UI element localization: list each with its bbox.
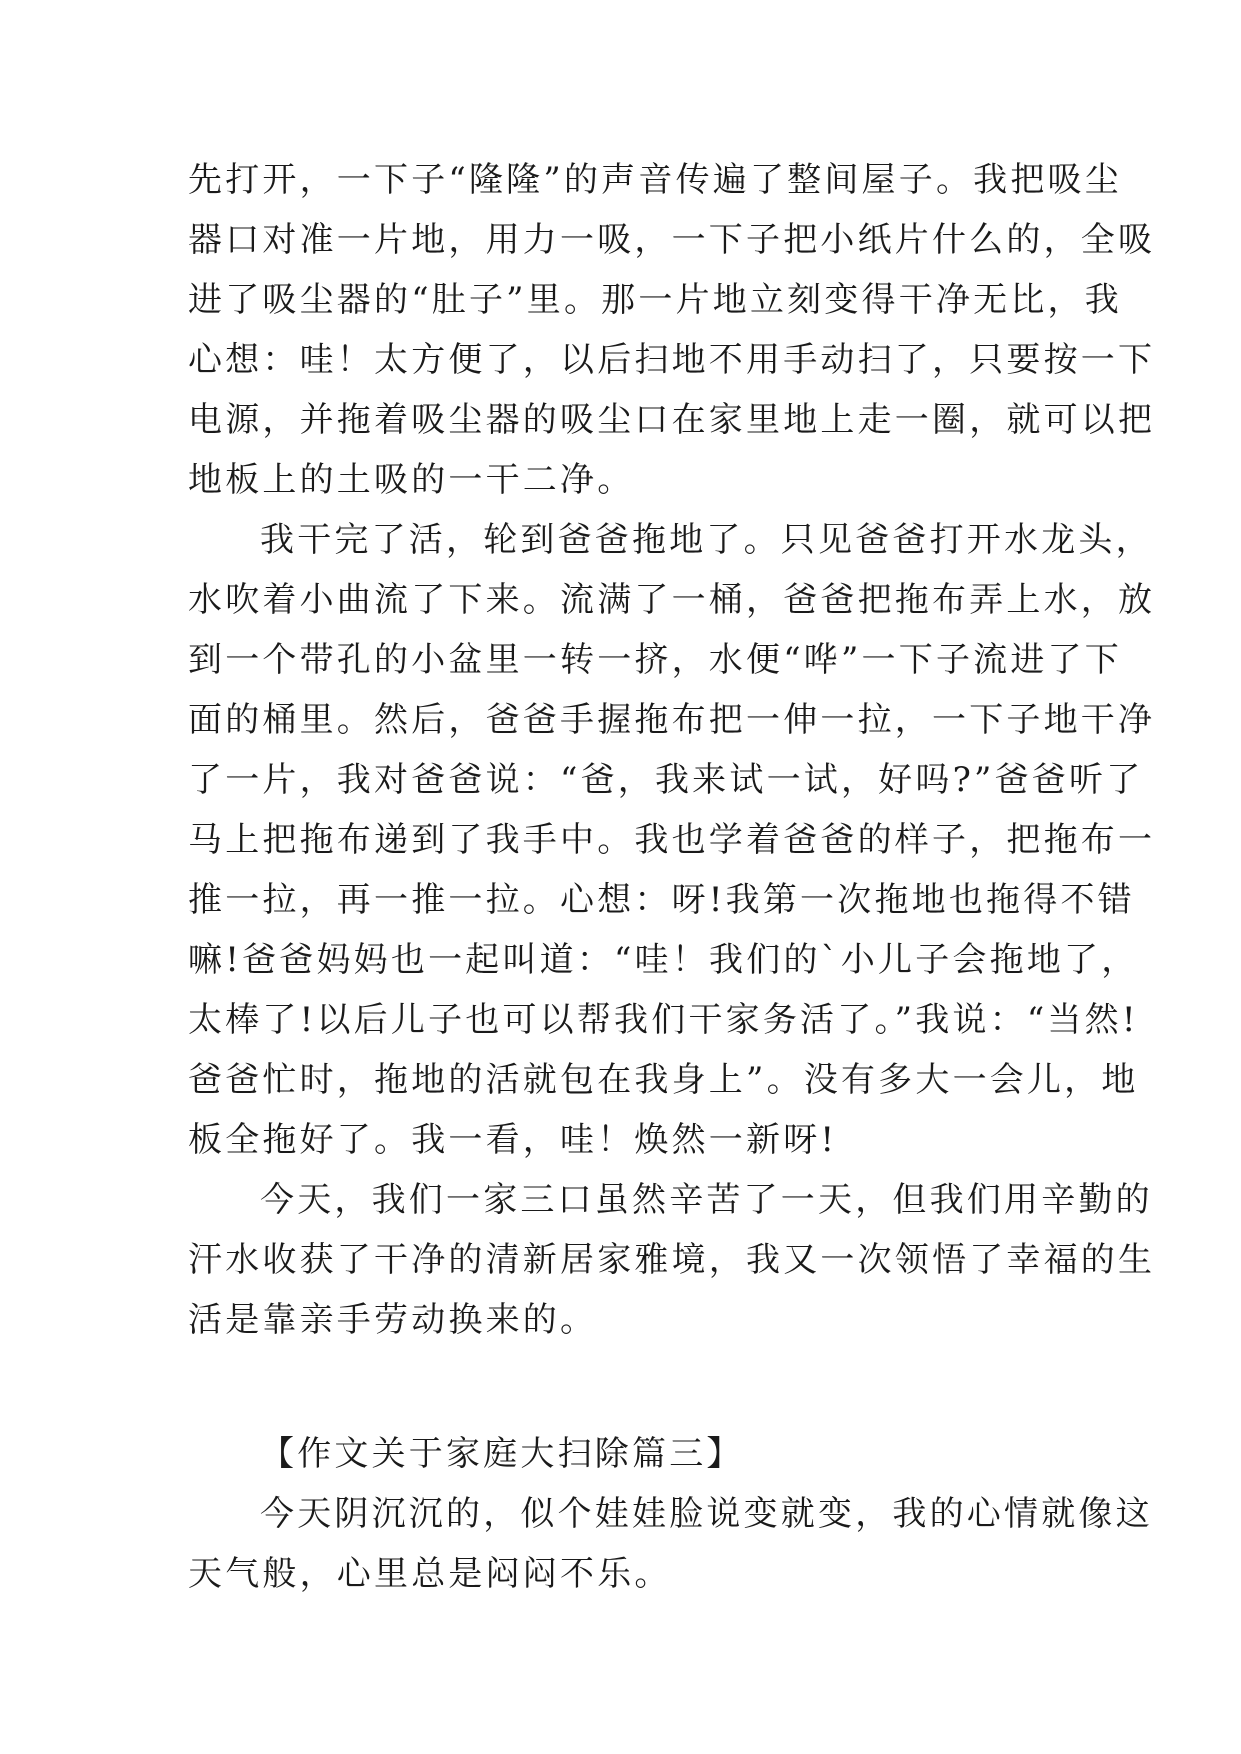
paragraph-line: 心想：哇！太方便了，以后扫地不用手动扫了，只要按一下: [188, 340, 1156, 380]
paragraph-line: 电源，并拖着吸尘器的吸尘口在家里地上走一圈，就可以把: [188, 400, 1156, 440]
paragraph-line: 板全拖好了。我一看，哇！焕然一新呀!: [188, 1120, 838, 1160]
paragraph-line: 推一拉，再一推一拉。心想：呀!我第一次拖地也拖得不错: [188, 880, 1135, 920]
paragraph-line: 了一片，我对爸爸说：“爸，我来试一试，好吗?”爸爸听了: [188, 760, 1144, 800]
paragraph-line: 器口对准一片地，用力一吸，一下子把小纸片什么的，全吸: [188, 220, 1156, 260]
essay-body: [188, 150, 1156, 1604]
paragraph-line: 今天，我们一家三口虽然辛苦了一天，但我们用辛勤的: [260, 1180, 1153, 1220]
paragraph-line: 汗水收获了干净的清新居家雅境，我又一次领悟了幸福的生: [188, 1240, 1156, 1280]
paragraph-line: 面的桶里。然后，爸爸手握拖布把一伸一拉，一下子地干净: [188, 700, 1156, 740]
paragraph-line: 嘛!爸爸妈妈也一起叫道：“哇！我们的`小儿子会拖地了，: [188, 940, 1139, 980]
paragraph-line: 水吹着小曲流了下来。流满了一桶，爸爸把拖布弄上水，放: [188, 580, 1156, 620]
paragraph-line: 太棒了!以后儿子也可以帮我们干家务活了。”我说：“当然!: [188, 1000, 1139, 1040]
paragraph-line: 马上把拖布递到了我手中。我也学着爸爸的样子，把拖布一: [188, 820, 1156, 860]
paragraph-line: 进了吸尘器的“肚子”里。那一片地立刻变得干净无比，我: [188, 280, 1122, 320]
paragraph-line: 爸爸忙时，拖地的活就包在我身上”。没有多大一会儿，地: [188, 1060, 1139, 1100]
paragraph-line: 我干完了活，轮到爸爸拖地了。只见爸爸打开水龙头，: [260, 520, 1153, 560]
section-heading: 【作文关于家庭大扫除篇三】: [260, 1434, 744, 1474]
paragraph-line: 天气般，心里总是闷闷不乐。: [188, 1554, 672, 1594]
paragraph-line: 活是靠亲手劳动换来的。: [188, 1300, 598, 1340]
paragraph-line: 先打开，一下子“隆隆”的声音传遍了整间屋子。我把吸尘: [188, 160, 1122, 200]
paragraph-line: 到一个带孔的小盆里一转一挤，水便“哗”一下子流进了下: [188, 640, 1122, 680]
paragraph-line: 今天阴沉沉的，似个娃娃脸说变就变，我的心情就像这: [260, 1494, 1153, 1534]
paragraph-line: 地板上的土吸的一干二净。: [188, 460, 635, 500]
blank-line: [188, 1350, 1058, 1410]
